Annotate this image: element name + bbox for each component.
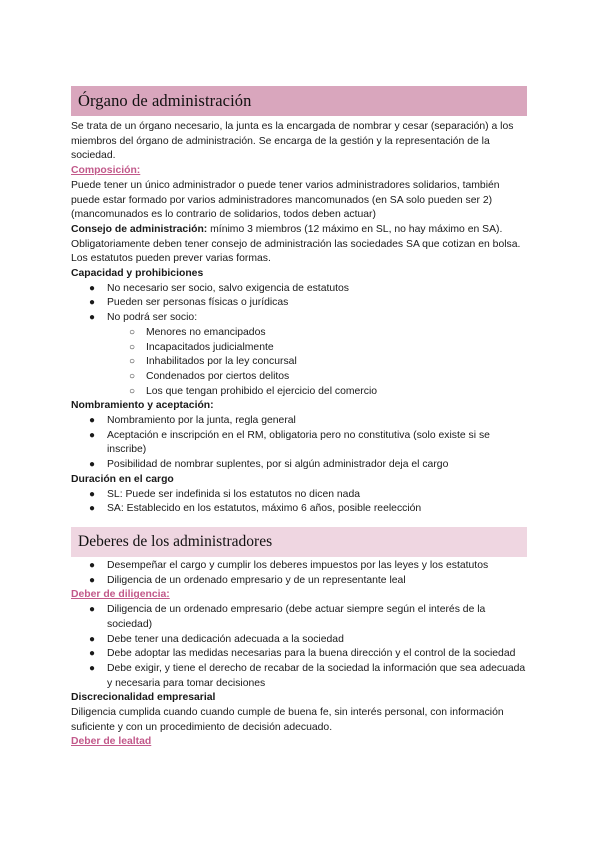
section-title: Órgano de administración (78, 91, 252, 110)
composicion-link[interactable]: Composición: (71, 165, 141, 177)
list-item-text: Debe tener una dedicación adecuada a la sociedad (107, 633, 344, 645)
bullet-icon: ● (89, 503, 96, 515)
consejo-text: mínimo 3 miembros (12 máximo en SL, no hay máximo en SA). Obligatoriamente deben tener consejo de administración las sociedades SA que cotizan en bolsa. (71, 223, 521, 250)
bullet-icon: ● (89, 574, 96, 586)
list-item-text: SA: Establecido en los estatutos, máximo 6 años, posible reelección (107, 503, 422, 515)
lealtad-link[interactable]: Deber de lealtad (71, 736, 152, 748)
estatutos-paragraph: Los estatutos pueden prever varias formas. (71, 253, 271, 265)
list-item-text: Incapacitados judicialmente (146, 341, 274, 353)
composicion-paragraph: Puede tener un único administrador o puede tener varios administradores solidarios, también puede estar formado por varios administradores mancomunados (en SA solo pueden ser 2) (mancomunados es lo contrario de solidarios, todos deben actuar) (71, 179, 500, 221)
nombramiento-list (71, 414, 527, 473)
nombramiento-heading: Nombramiento y aceptación: (71, 400, 214, 412)
list-item (71, 282, 527, 297)
list-item-text: Menores no emancipados (146, 326, 266, 338)
bullet-icon: ● (89, 488, 96, 500)
list-item-text: Condenados por ciertos delitos (146, 370, 290, 382)
bullet-icon: ● (89, 312, 96, 324)
bullet-icon: ● (89, 297, 96, 309)
section-header-deberes (71, 527, 527, 557)
list-item-text: Diligencia de un ordenado empresario (debe actuar siempre según el interés de la sociedad) (107, 604, 486, 630)
list-item-text: Pueden ser personas físicas o jurídicas (107, 297, 289, 309)
list-item-text: Posibilidad de nombrar suplentes, por si algún administrador deja el cargo (107, 459, 449, 471)
list-item-text: Los que tengan prohibido el ejercicio del comercio (146, 385, 378, 397)
bullet-icon: ● (89, 459, 96, 471)
list-item (71, 559, 527, 574)
list-item-text: Desempeñar el cargo y cumplir los deberes impuestos por las leyes y los estatutos (107, 559, 489, 571)
discrecionalidad-heading: Discrecionalidad empresarial (71, 692, 216, 704)
list-item-text: Inhabilitados por la ley concursal (146, 356, 297, 368)
deberes-list (71, 559, 527, 588)
circle-bullet-icon: ○ (129, 385, 136, 397)
list-item (71, 414, 527, 429)
list-item-text: Debe adoptar las medidas necesarias para la buena dirección y el control de la sociedad (107, 648, 516, 660)
sub-list-item (71, 355, 527, 370)
list-item-text: Aceptación e inscripción en el RM, obligatoria pero no constitutiva (solo existe si se inscribe) (107, 429, 490, 456)
list-item (71, 488, 527, 503)
list-item-text: Diligencia de un ordenado empresario y de un representante leal (107, 574, 406, 586)
list-item (71, 429, 527, 458)
duracion-heading: Duración en el cargo (71, 473, 174, 485)
list-item (71, 311, 527, 326)
duracion-list (71, 488, 527, 517)
discrecionalidad-paragraph: Diligencia cumplida cuando cuando cumple de buena fe, sin interés personal, con información suficiente y con un procedimiento de decisión adecuado. (71, 707, 504, 733)
bullet-icon: ● (89, 604, 96, 616)
section-title: Deberes de los administradores (78, 532, 273, 550)
capacidad-heading: Capacidad y prohibiciones (71, 268, 204, 280)
bullet-icon: ● (89, 633, 96, 645)
list-item (71, 662, 527, 691)
section-header-organo (71, 86, 527, 116)
bullet-icon: ● (89, 559, 96, 571)
capacidad-list (71, 282, 527, 400)
intro-paragraph: Se trata de un órgano necesario, la junta es la encargada de nombrar y cesar (separación) a los miembros del órgano de administración. Se encarga de la gestión y la representación de la sociedad. (71, 121, 514, 162)
consejo-paragraph (71, 223, 527, 252)
circle-bullet-icon: ○ (129, 341, 136, 353)
circle-bullet-icon: ○ (129, 326, 136, 338)
list-item (71, 647, 527, 662)
sub-list-item (71, 370, 527, 385)
list-item (71, 574, 527, 589)
list-item-text: Nombramiento por la junta, regla general (107, 415, 296, 427)
list-item-text: No necesario ser socio, salvo exigencia de estatutos (107, 282, 350, 294)
consejo-label: Consejo de administración: (71, 223, 208, 235)
bullet-icon: ● (89, 415, 96, 427)
diligencia-list (71, 603, 527, 691)
list-item (71, 458, 527, 473)
bullet-icon: ● (89, 282, 96, 294)
circle-bullet-icon: ○ (129, 356, 136, 368)
sub-list-item (71, 326, 527, 341)
list-item (71, 502, 527, 517)
document-page (71, 86, 527, 750)
bullet-icon: ● (89, 648, 96, 660)
sub-list-item (71, 385, 527, 400)
list-item (71, 603, 527, 632)
list-item-text: Debe exigir, y tiene el derecho de recabar de la sociedad la información que sea adecuada y necesaria para tomar decisiones (107, 662, 526, 689)
list-item-text: No podrá ser socio: (107, 312, 198, 324)
bullet-icon: ● (89, 662, 96, 674)
list-item-text: SL: Puede ser indefinida si los estatutos no dicen nada (107, 488, 361, 500)
sub-list-item (71, 341, 527, 356)
list-item (71, 633, 527, 648)
diligencia-link[interactable]: Deber de diligencia: (71, 589, 170, 601)
list-item (71, 296, 527, 311)
circle-bullet-icon: ○ (129, 370, 136, 382)
bullet-icon: ● (89, 429, 96, 441)
